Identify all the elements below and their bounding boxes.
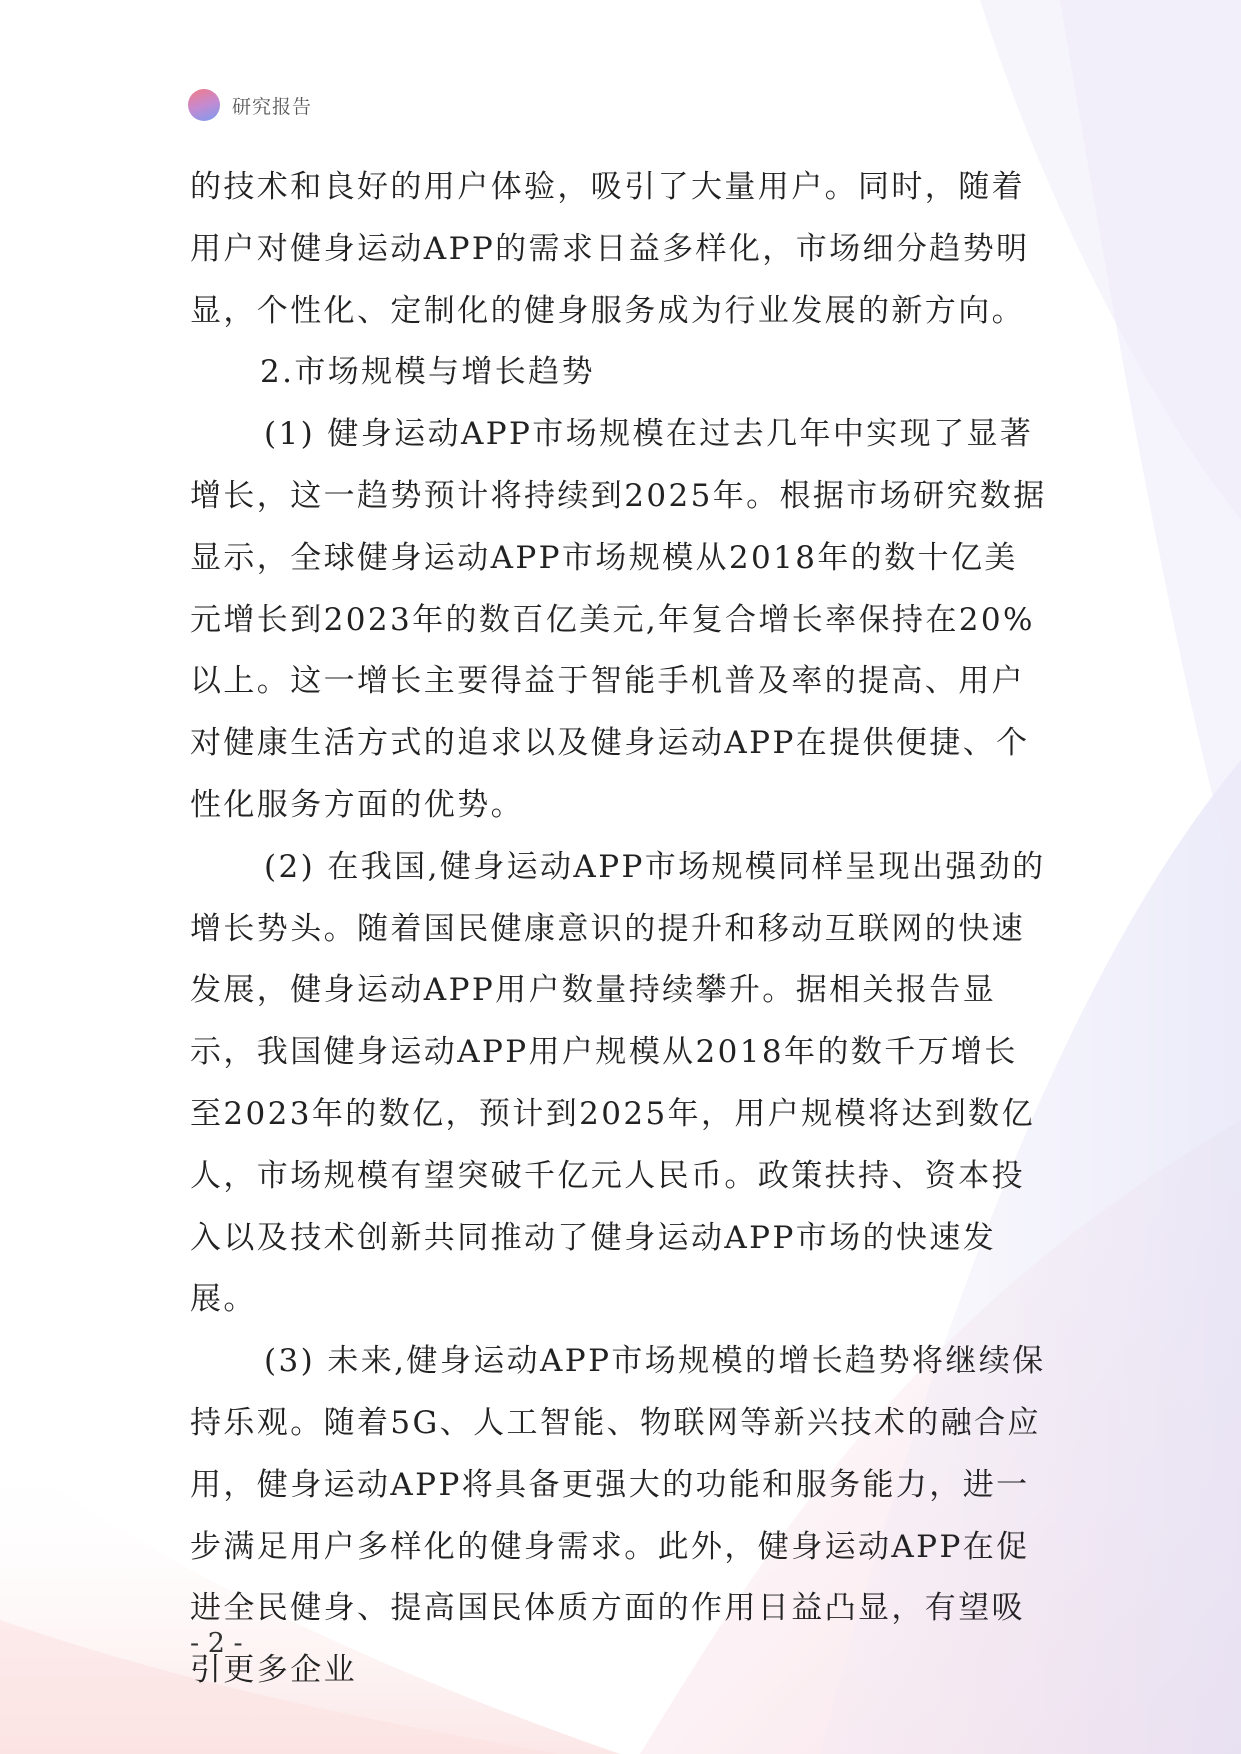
intro-paragraph: 的技术和良好的用户体验，吸引了大量用户。同时，随着用户对健身运动APP的需求日益多样化，市场细分趋势明显，个性化、定制化的健身服务成为行业发展的新方向。 — [190, 169, 1030, 329]
document-body — [190, 157, 1050, 1702]
header-title: 研究报告 — [232, 95, 313, 118]
report-header — [188, 88, 312, 122]
section-heading: 2.市场规模与增长趋势 — [260, 354, 595, 391]
paragraph-1: (1) 健身运动APP市场规模在过去几年中实现了显著增长，这一趋势预计将持续到2025年。根据市场研究数据显示，全球健身运动APP市场规模从2018年的数十亿美元增长到2023年的数百亿美元,年复合增长率保持在20%以上。这一增长主要得益于智能手机普及率的提高、用户对健康生活方式的追求以及健身运动APP在提供便捷、个性化服务方面的优势。 — [190, 416, 1047, 823]
page-number: - 2 - — [190, 1628, 243, 1659]
paragraph-3: (3) 未来,健身运动APP市场规模的增长趋势将继续保持乐观。随着5G、人工智能、物联网等新兴技术的融合应用，健身运动APP将具备更强大的功能和服务能力，进一步满足用户多样化的健身需求。此外，健身运动APP在促进全民健身、提高国民体质方面的作用日益凸显，有望吸引更多企业 — [190, 1343, 1046, 1689]
logo-circle-icon — [188, 89, 220, 121]
paragraph-2: (2) 在我国,健身运动APP市场规模同样呈现出强劲的增长势头。随着国民健康意识的提升和移动互联网的快速发展，健身运动APP用户数量持续攀升。据相关报告显示，我国健身运动APP用户规模从2018年的数千万增长至2023年的数亿，预计到2025年，用户规模将达到数亿人，市场规模有望突破千亿元人民币。政策扶持、资本投入以及技术创新共同推动了健身运动APP市场的快速发展。 — [190, 848, 1046, 1318]
